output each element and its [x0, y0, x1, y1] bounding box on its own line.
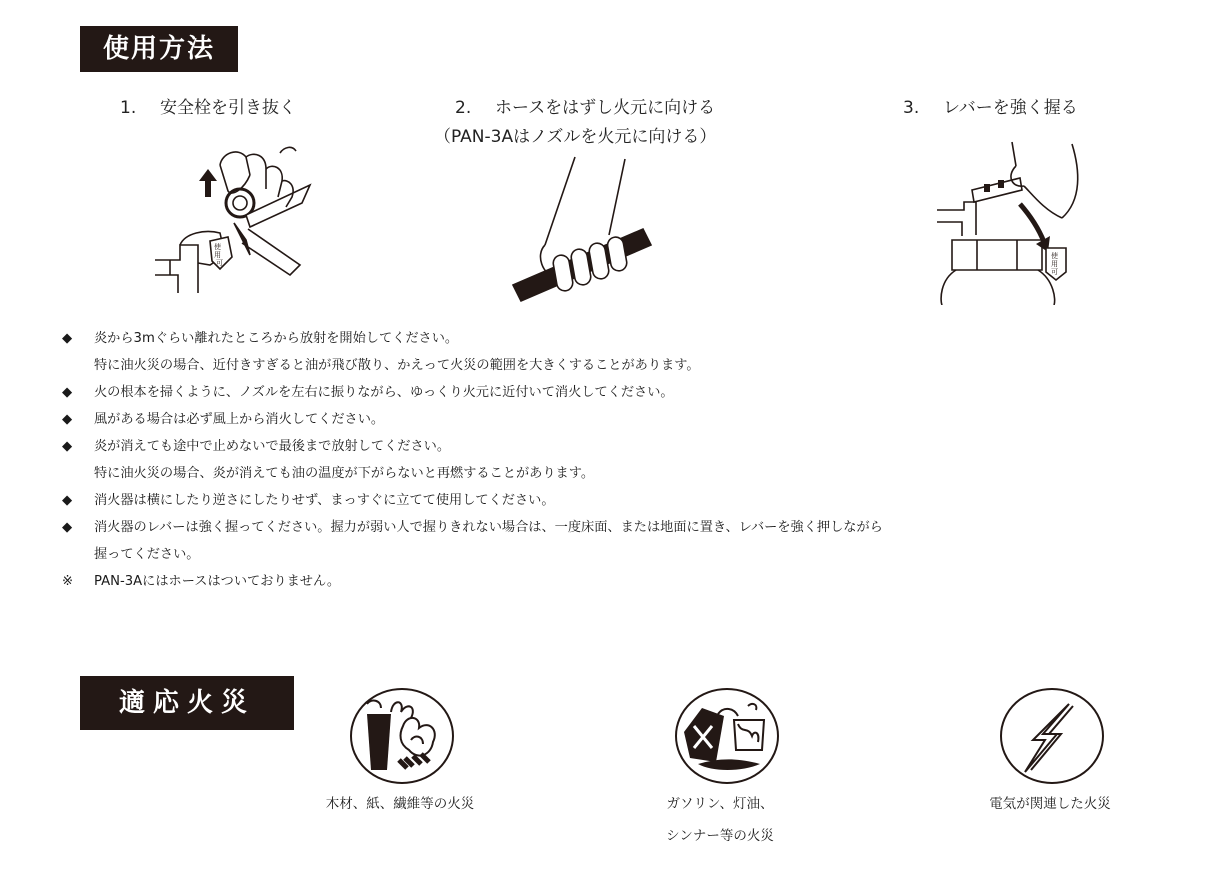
wood-fire-label-line: 木材、紙、繊維等の火災: [325, 796, 475, 812]
step-1-text: 安全栓を引き抜く: [160, 98, 296, 118]
usage-heading: 使用方法: [80, 26, 238, 72]
step-3-title: [903, 93, 1078, 118]
step-2-text: ホースをはずし火元に向ける: [495, 98, 716, 118]
step-2-title: [455, 93, 715, 118]
diamond-bullet-icon: ◆: [62, 331, 73, 346]
note-line: 特に油火災の場合、炎が消えても油の温度が下がらないと再燃することがあります。: [94, 466, 595, 481]
step-3-number: 3.: [903, 98, 920, 118]
electrical-fire-label: [950, 788, 1150, 820]
note-item: [62, 406, 1182, 433]
note-item: [62, 514, 1182, 568]
oil-fire-label-line-1: ガソリン、灯油、: [666, 796, 774, 812]
note-item: [62, 379, 1182, 406]
applicable-fire-heading: 適応火災: [80, 676, 294, 730]
note-item: [62, 325, 1182, 379]
note-line: 火の根本を掃くように、ノズルを左右に振りながら、ゆっくり火元に近付いて消火してください。: [94, 385, 674, 400]
note-line: PAN-3Aにはホースはついておりません。: [94, 574, 341, 589]
wood-paper-fire-icon: [347, 686, 457, 786]
diamond-bullet-icon: ◆: [62, 493, 73, 508]
step-2-subtitle: （PAN-3Aはノズルを火元に向ける）: [434, 127, 717, 147]
diamond-bullet-icon: ◆: [62, 520, 73, 535]
pull-pin-illustration: [150, 145, 320, 305]
lever-tag-label-1: 使: [1051, 252, 1058, 260]
diamond-bullet-icon: ◆: [62, 412, 73, 427]
pin-label-1: 使: [214, 243, 221, 251]
lever-tag-label-3: 可: [1051, 268, 1058, 276]
step-3-text: レバーを強く握る: [943, 98, 1078, 118]
pin-label-2: 用: [214, 251, 221, 259]
pin-label-3: 可: [216, 259, 223, 267]
note-line: 炎から3mぐらい離れたところから放射を開始してください。: [94, 331, 459, 346]
lever-illustration: [932, 140, 1092, 305]
step-1-title: [120, 93, 296, 118]
note-item: [62, 487, 1182, 514]
note-line: 消火器のレバーは強く握ってください。握力が弱い人で握りきれない場合は、一度床面、または地面に置き、レバーを強く押しながら: [94, 520, 883, 535]
electrical-fire-label-line: 電気が関連した火災: [989, 796, 1111, 812]
reference-mark-icon: ※: [62, 574, 74, 589]
step-2-number: 2.: [455, 98, 472, 118]
note-line: 特に油火災の場合、近付きすぎると油が飛び散り、かえって火災の範囲を大きくすることがあります。: [94, 358, 700, 373]
note-line: 握ってください。: [94, 547, 200, 562]
wood-fire-label: [300, 788, 500, 820]
note-line: 消火器は横にしたり逆さにしたりせず、まっすぐに立てて使用してください。: [94, 493, 555, 508]
diamond-bullet-icon: ◆: [62, 439, 73, 454]
note-line: 炎が消えても途中で止めないで最後まで放射してください。: [94, 439, 451, 454]
note-item: [62, 568, 1182, 595]
hose-illustration: [505, 145, 655, 305]
oil-fire-icon: [672, 686, 782, 786]
diamond-bullet-icon: ◆: [62, 385, 73, 400]
electrical-fire-icon: [997, 686, 1107, 786]
oil-fire-label: [620, 788, 820, 852]
lever-tag-label-2: 用: [1051, 260, 1058, 268]
note-item: [62, 433, 1182, 487]
up-arrow-icon: [199, 169, 217, 197]
note-line: 風がある場合は必ず風上から消火してください。: [94, 412, 385, 427]
usage-notes-list: [62, 325, 1182, 595]
oil-fire-label-line-2: シンナー等の火災: [666, 828, 774, 844]
step-1-number: 1.: [120, 98, 137, 118]
